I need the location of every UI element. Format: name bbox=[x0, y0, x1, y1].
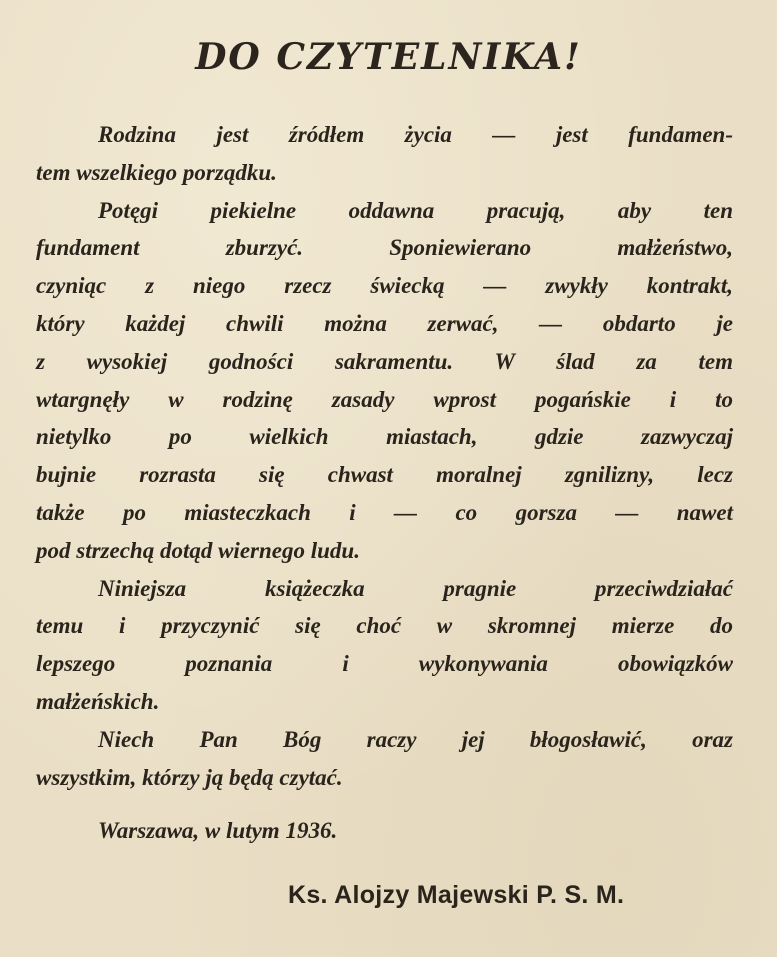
paragraph-4 bbox=[36, 721, 733, 797]
text-line: Rodzina jest źródłem życia — jest fundamen- bbox=[98, 122, 733, 147]
paragraph-2 bbox=[36, 192, 733, 570]
text-line: pod strzechą dotąd wiernego ludu. bbox=[36, 537, 360, 563]
text-line: tem wszelkiego porządku. bbox=[36, 159, 277, 185]
text-line: nietylko po wielkich miastach, gdzie zazwyczaj bbox=[36, 424, 733, 450]
paragraph-3 bbox=[36, 570, 733, 721]
text-line: który każdej chwili można zerwać, — obdarto je bbox=[36, 310, 733, 336]
text-line: fundament zburzyć. Sponiewierano małżeństwo, bbox=[36, 235, 733, 261]
text-line: czyniąc z niego rzecz świecką — zwykły kontrakt, bbox=[36, 273, 733, 299]
text-line: temu i przyczynić się choć w skromnej mierze do bbox=[36, 613, 733, 639]
text-line: Niniejsza książeczka pragnie przeciwdziałać bbox=[98, 575, 733, 601]
text-line: Niech Pan Bóg raczy jej błogosławić, oraz bbox=[98, 726, 733, 752]
paragraph-1 bbox=[36, 116, 733, 192]
foreword-body bbox=[36, 116, 733, 796]
text-line: wszystkim, którzy ją będą czytać. bbox=[36, 764, 343, 790]
text-line: także po miasteczkach i — co gorsza — nawet bbox=[36, 499, 733, 525]
text-line: wtargnęły w rodzinę zasady wprost pogańskie i to bbox=[36, 386, 733, 412]
text-line: Potęgi piekielne oddawna pracują, aby ten bbox=[98, 197, 733, 223]
text-line: małżeńskich. bbox=[36, 688, 160, 714]
text-line: bujnie rozrasta się chwast moralnej zgnilizny, lecz bbox=[36, 462, 733, 488]
text-line: lepszego poznania i wykonywania obowiązków bbox=[36, 651, 733, 677]
author-signature: Ks. Alojzy Majewski P. S. M. bbox=[288, 881, 625, 909]
text-line: z wysokiej godności sakramentu. W ślad za tem bbox=[36, 348, 733, 374]
page-title: DO CZYTELNIKA! bbox=[195, 36, 582, 78]
dateline: Warszawa, w lutym 1936. bbox=[98, 818, 338, 843]
